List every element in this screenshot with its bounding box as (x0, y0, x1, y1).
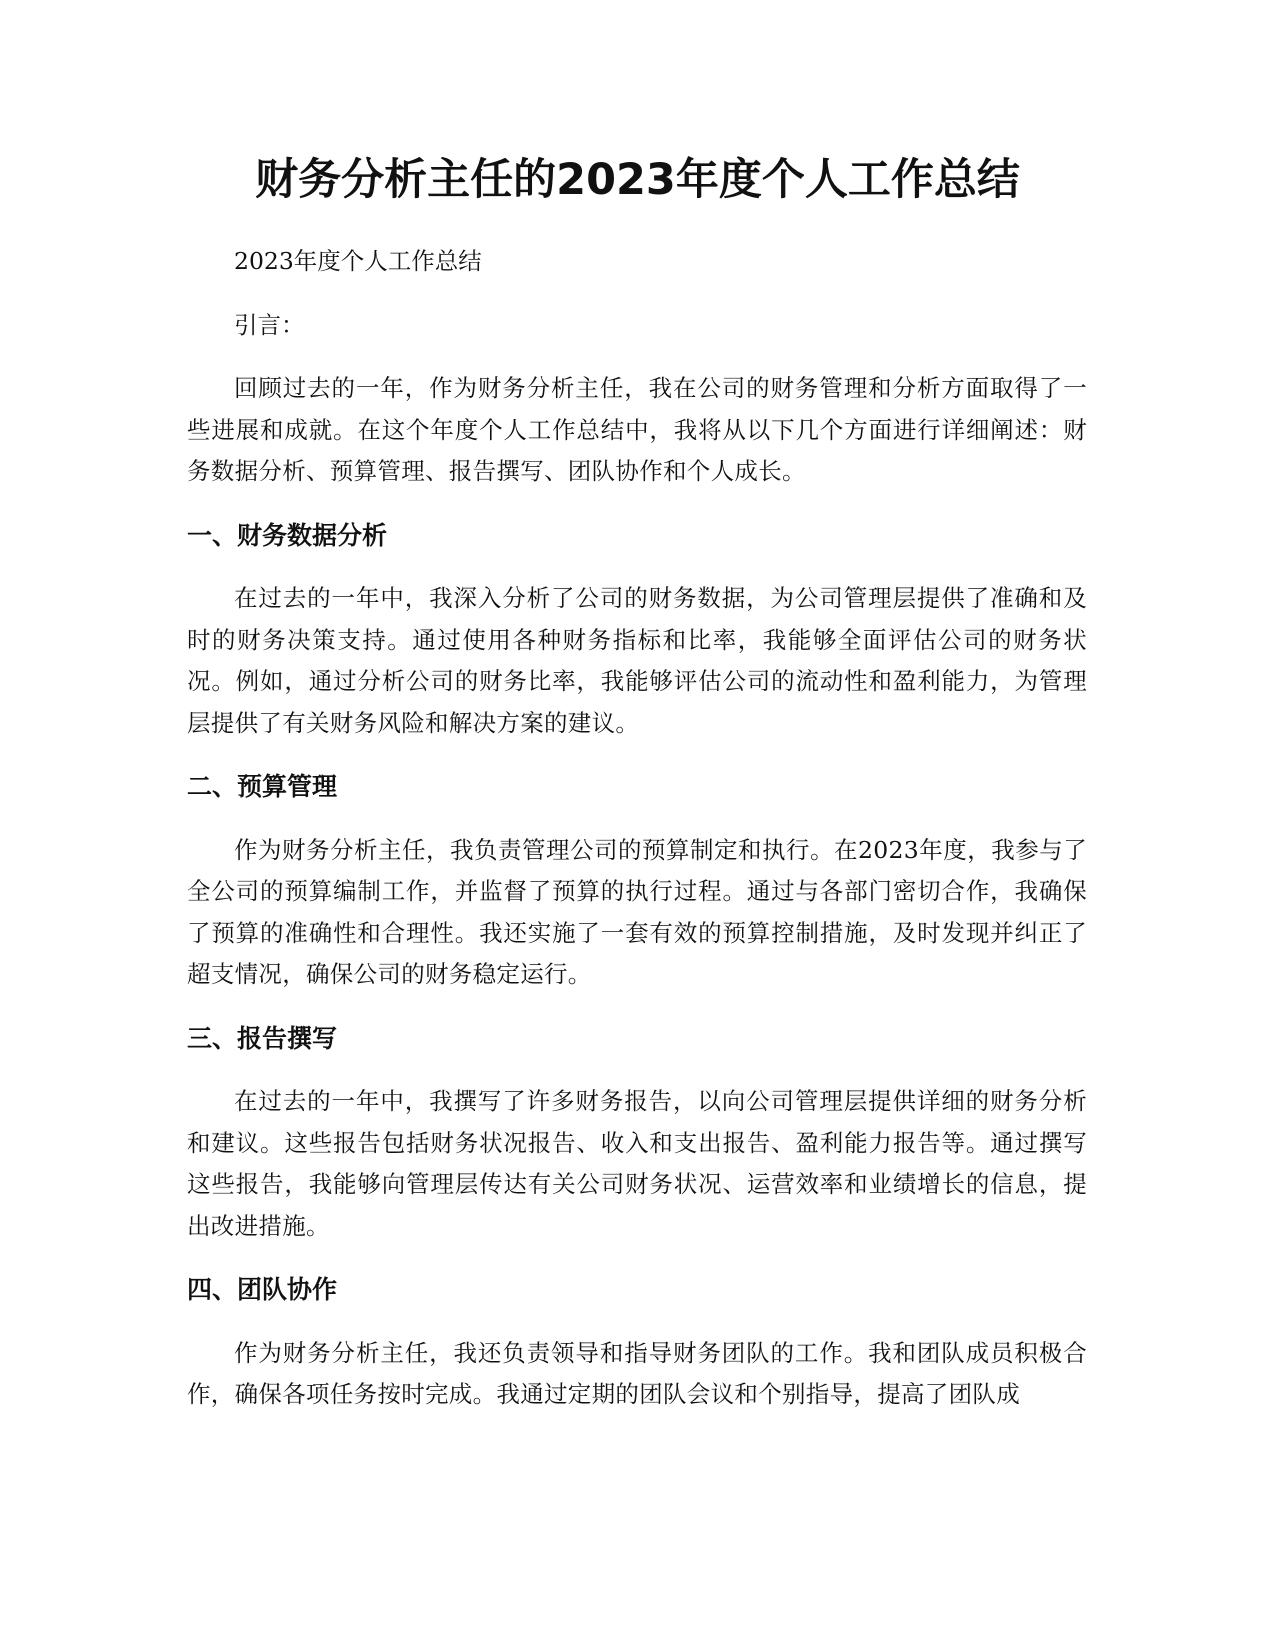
intro-label: 引言： (234, 310, 305, 339)
section-paragraph: 在过去的一年中，我深入分析了公司的财务数据，为公司管理层提供了准确和及时的财务决策支持。通过使用各种财务指标和比率，我能够全面评估公司的财务状况。例如，通过分析公司的财务比率，我能够评估公司的流动性和盈利能力，为管理层提供了有关财务风险和解决方案的建议。 (187, 584, 1087, 737)
section-paragraph: 作为财务分析主任，我还负责领导和指导财务团队的工作。我和团队成员积极合作，确保各项任务按时完成。我通过定期的团队会议和个别指导，提高了团队成 (187, 1338, 1087, 1408)
section-paragraph: 作为财务分析主任，我负责管理公司的预算制定和执行。在2023年度，我参与了全公司的预算编制工作，并监督了预算的执行过程。通过与各部门密切合作，我确保了预算的准确性和合理性。我还实施了一套有效的预算控制措施，及时发现并纠正了超支情况，确保公司的财务稳定运行。 (187, 835, 1087, 988)
document-title: 财务分析主任的2023年度个人工作总结 (255, 155, 1020, 205)
section-heading: 四、团队协作 (187, 1275, 338, 1304)
document-body (187, 241, 1087, 1438)
document-subtitle: 2023年度个人工作总结 (234, 247, 482, 275)
section-heading: 三、报告撰写 (187, 1023, 338, 1053)
section-heading: 一、财务数据分析 (187, 520, 388, 550)
section-paragraph: 在过去的一年中，我撰写了许多财务报告，以向公司管理层提供详细的财务分析和建议。这些报告包括财务状况报告、收入和支出报告、盈利能力报告等。通过撰写这些报告，我能够向管理层传达有关公司财务状况、运营效率和业绩增长的信息，提出改进措施。 (187, 1087, 1087, 1240)
intro-paragraph: 回顾过去的一年，作为财务分析主任，我在公司的财务管理和分析方面取得了一些进展和成就。在这个年度个人工作总结中，我将从以下几个方面进行详细阐述：财务数据分析、预算管理、报告撰写、团队协作和个人成长。 (187, 374, 1087, 485)
section-heading: 二、预算管理 (187, 772, 338, 801)
